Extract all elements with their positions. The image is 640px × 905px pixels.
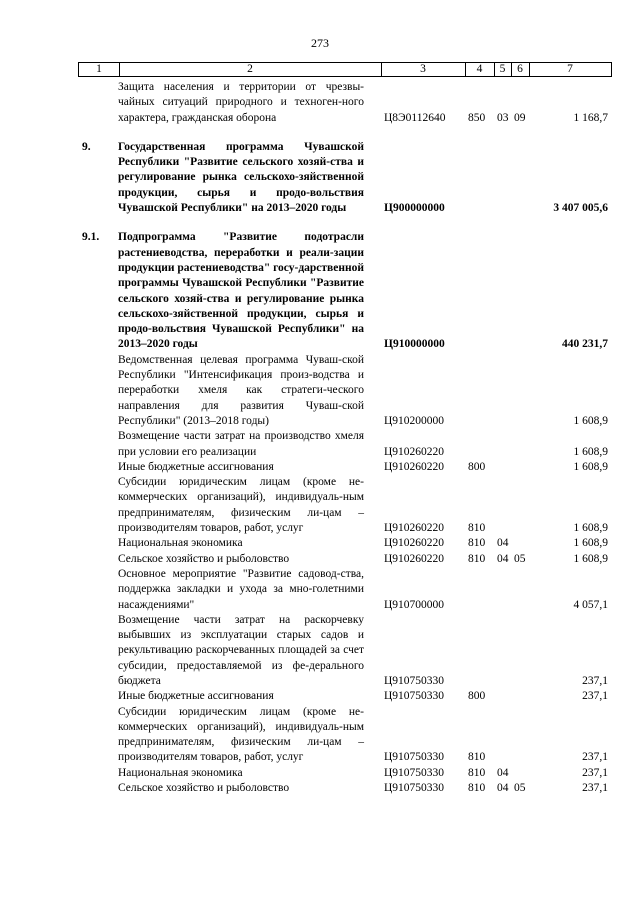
row-name: Национальная экономика <box>118 537 243 550</box>
row-name: Подпрограмма "Развитие подотрасли растениеводства, переработки и реали-зации продукции растениеводства" госу-дарственной программы Чувашской Республики "Развитие сельского хозяй-ства и регулирование рынка сельскохо-зяйственной продукции, сырья и продо-вольствия Чувашской Республики" на 2013–2020 годы <box>118 231 364 351</box>
expense-type: 810 <box>468 766 486 779</box>
table-row <box>78 140 612 216</box>
subsection-code: 09 <box>514 111 526 124</box>
target-code: Ц910750330 <box>384 766 445 779</box>
amount: 237,1 <box>582 674 608 687</box>
target-code: Ц910750330 <box>384 690 445 703</box>
expense-type: 810 <box>468 537 486 550</box>
amount: 237,1 <box>582 751 608 764</box>
row-name: Субсидии юридическим лицам (кроме не-коммерческих организаций), индивидуаль-ным предпринимателям, физическим ли-цам – производителям товаров, работ, услуг <box>118 476 364 535</box>
header-col-5: 5 <box>494 63 512 76</box>
expense-type: 810 <box>468 751 486 764</box>
target-code: Ц910260220 <box>384 537 445 550</box>
target-code: Ц910750330 <box>384 751 445 764</box>
amount: 237,1 <box>582 690 608 703</box>
table-row <box>78 552 612 567</box>
expense-type: 850 <box>468 111 486 124</box>
expense-type: 810 <box>468 522 486 535</box>
target-code: Ц910260220 <box>384 445 445 458</box>
header-col-7: 7 <box>567 63 573 75</box>
row-name: Иные бюджетные ассигнования <box>118 460 274 473</box>
target-code: Ц910700000 <box>384 598 445 611</box>
target-code: Ц910260220 <box>384 552 445 565</box>
table-row <box>78 689 612 704</box>
amount: 440 231,7 <box>562 338 608 351</box>
target-code: Ц900000000 <box>384 202 445 215</box>
section-code: 04 <box>497 782 509 795</box>
table-row <box>78 353 612 429</box>
row-name: Основное мероприятие "Развитие садовод-ства, поддержка закладки и ухода за мно-голетними насаждениями" <box>118 567 364 611</box>
row-name: Государственная программа Чувашской Республики "Развитие сельского хозяй-ства и регулирование рынка сельскохо-зяйственной продукции, сырья и продо-вольствия Чувашской Республики" на 2013–2020 годы <box>118 140 364 215</box>
table-row <box>78 230 612 352</box>
table-row <box>78 613 612 689</box>
target-code: Ц910260220 <box>384 522 445 535</box>
table-body <box>78 80 612 796</box>
header-col-6: 6 <box>511 63 530 76</box>
expense-type: 810 <box>468 552 486 565</box>
section-code: 04 <box>497 766 509 779</box>
target-code: Ц910200000 <box>384 414 445 427</box>
target-code: Ц910260220 <box>384 460 445 473</box>
amount: 3 407 005,6 <box>553 202 608 215</box>
section-code: 03 <box>497 111 509 124</box>
table-row <box>78 766 612 781</box>
amount: 1 608,9 <box>573 552 608 565</box>
target-code: Ц910750330 <box>384 674 445 687</box>
row-name: Сельское хозяйство и рыболовство <box>118 552 290 565</box>
table-row <box>78 429 612 460</box>
subsection-code: 05 <box>514 782 526 795</box>
amount: 1 608,9 <box>573 445 608 458</box>
amount: 1 608,9 <box>573 537 608 550</box>
table-row <box>78 460 612 475</box>
table-row <box>78 705 612 766</box>
amount: 1 168,7 <box>573 111 608 124</box>
section-code: 04 <box>497 537 509 550</box>
expense-type: 810 <box>468 782 486 795</box>
amount: 237,1 <box>582 782 608 795</box>
table-header <box>78 62 612 77</box>
target-code: Ц910000000 <box>384 338 445 351</box>
row-name: Возмещение части затрат на производство хмеля при условии его реализации <box>118 430 364 458</box>
amount: 1 608,9 <box>573 522 608 535</box>
row-number: 9.1. <box>82 231 100 244</box>
row-name: Сельское хозяйство и рыболовство <box>118 782 290 795</box>
row-spacer <box>78 126 612 140</box>
amount: 4 057,1 <box>573 598 608 611</box>
expense-type: 800 <box>468 460 486 473</box>
table-row <box>78 536 612 551</box>
row-name: Субсидии юридическим лицам (кроме не-коммерческих организаций), индивидуаль-ным предпринимателям, физическим ли-цам – производителям товаров, работ, услуг <box>118 705 364 764</box>
header-col-1: 1 <box>79 63 120 76</box>
amount: 1 608,9 <box>573 460 608 473</box>
page-number: 273 <box>311 36 329 50</box>
table-row <box>78 567 612 613</box>
row-name: Национальная экономика <box>118 766 243 779</box>
subsection-code: 05 <box>514 552 526 565</box>
row-name: Иные бюджетные ассигнования <box>118 690 274 703</box>
row-name: Защита населения и территории от чрезвы-чайных ситуаций природного и техноген-ного характера, гражданская оборона <box>118 81 364 124</box>
header-col-2: 2 <box>119 63 382 76</box>
table-row <box>78 80 612 126</box>
target-code: Ц8Э0112640 <box>384 111 446 124</box>
amount: 237,1 <box>582 766 608 779</box>
row-name: Возмещение части затрат на раскорчевку выбывших из эксплуатации старых садов и рекультивацию раскорчеванных площадей за счет субсидии, предоставляемой из фе-дерального бюджета <box>118 613 364 687</box>
header-col-3: 3 <box>381 63 466 76</box>
row-number: 9. <box>82 140 91 153</box>
table-row <box>78 781 612 796</box>
row-name: Ведомственная целевая программа Чуваш-ской Республики "Интенсификация произ-водства и переработки хмеля как стратеги-ческого направления для развития Чуваш-ской Республики" (2013–2018 годы) <box>118 353 364 427</box>
expense-type: 800 <box>468 690 486 703</box>
target-code: Ц910750330 <box>384 782 445 795</box>
amount: 1 608,9 <box>573 414 608 427</box>
section-code: 04 <box>497 552 509 565</box>
header-col-4: 4 <box>465 63 495 76</box>
table-row <box>78 475 612 536</box>
row-spacer <box>78 216 612 230</box>
